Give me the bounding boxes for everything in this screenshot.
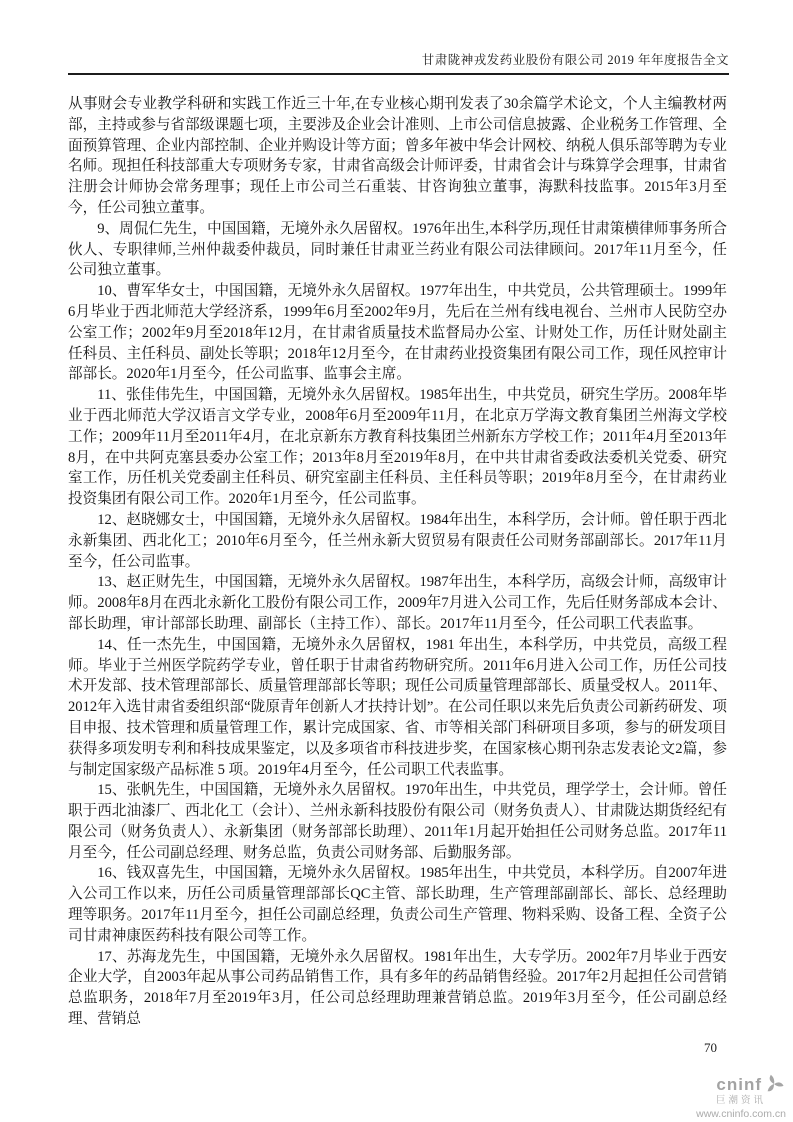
biography-paragraph: 12、赵晓娜女士，中国国籍，无境外永久居留权。1984年出生，本科学历，会计师。曾任职于西北永新集团、西北化工；2010年6月至今，任兰州永新大贸贸易有限责任公司财务部副部长。2017年11月至今，任公司监事。	[68, 511, 727, 570]
biography-paragraph: 17、苏海龙先生，中国国籍，无境外永久居留权。1981年出生，大专学历。2002年7月毕业于西安企业大学，自2003年起从事公司药品销售工作，具有多年的药品销售经验。2017年2月起担任公司营销总监职务，2018年7月至2019年3月，任公司总经理助理兼营销总监。2019年3月至今，任公司副总经理、营销总	[68, 948, 727, 1028]
biography-paragraph: 13、赵正财先生，中国国籍，无境外永久居留权。1987年出生，本科学历，高级会计师，高级审计师。2008年8月在西北永新化工股份有限公司工作，2009年7月进入公司工作，先后任财务部成本会计、部长助理，审计部部长助理、副部长（主持工作）、部长。2017年11月至今，任公司职工代表监事。	[68, 574, 727, 632]
biography-paragraph: 从事财会专业教学科研和实践工作近三十年,在专业核心期刊发表了30余篇学术论文，个人主编教材两部，主持或参与省部级课题七项，主要涉及企业会计准则、上市公司信息披露、企业税务工作管理、全面预算管理、企业内部控制、企业并购设计等方面；曾多年被中华会计网校、纳税人俱乐部等聘为专业名师。现担任科技部重大专项财务专家，甘肃省高级会计师评委，甘肃省会计与珠算学会理事，甘肃省注册会计师协会常务理事；现任上市公司兰石重装、甘咨询独立董事，海默科技监事。2015年3月至今，任公司独立董事。	[68, 96, 727, 216]
biography-text-block	[68, 94, 727, 1030]
cninfo-brand-text: cninf	[716, 1074, 762, 1094]
cninfo-url: www.cninfo.com.cn	[696, 1107, 786, 1120]
biography-paragraph: 14、任一杰先生，中国国籍，无境外永久居留权，1981 年出生，本科学历，中共党员，高级工程师。毕业于兰州医学院药学专业，曾任职于甘肃省药物研究所。2011年6月进入公司工作，历任公司技术开发部、技术管理部部长、质量管理部部长等职；现任公司质量管理部部长、质量受权人。2011年、2012年入选甘肃省委组织部“陇原青年创新人才扶持计划”。在公司任职以来先后负责公司新药研发、项目申报、技术管理和质量管理工作，累计完成国家、省、市等相关部门科研项目多项，参与的研发项目获得多项发明专利和科技成果鉴定，以及多项省市科技进步奖，在国家核心期刊杂志发表论文2篇，参与制定国家级产品标准 5 项。2019年4月至今，任公司职工代表监事。	[68, 636, 727, 778]
page-header	[68, 50, 729, 75]
cninfo-swirl-icon	[764, 1074, 784, 1094]
header-divider	[68, 73, 729, 75]
biography-paragraph: 16、钱双喜先生，中国国籍，无境外永久居留权。1985年出生，中共党员，本科学历。自2007年进入公司工作以来，历任公司质量管理部部长QC主管、部长助理，生产管理部副部长、部长、总经理助理等职务。2017年11月至今，担任公司副总经理，负责公司生产管理、物料采购、设备工程、全资子公司甘肃神康医药科技有限公司等工作。	[68, 865, 727, 944]
biography-paragraph: 9、周侃仁先生，中国国籍，无境外永久居留权。1976年出生,本科学历,现任甘肃策横律师事务所合伙人、专职律师,兰州仲裁委仲裁员，同时兼任甘肃亚兰药业有限公司法律顾问。2017年11月至今，任公司独立董事。	[68, 220, 727, 279]
cninfo-logo	[696, 1074, 788, 1119]
report-title: 甘肃陇神戎发药业股份有限公司 2019 年年度报告全文	[421, 53, 729, 67]
biography-paragraph: 11、张佳伟先生，中国国籍，无境外永久居留权。1985年出生，中共党员，研究生学历。2008年毕业于西北师范大学汉语言文学专业，2008年6月至2009年11月，在北京万学海文教育集团兰州海文学校工作；2009年11月至2011年4月，在北京新东方教育科技集团兰州新东方学校工作；2011年4月至2013年8月，在中共阿克塞县委办公室工作；2013年8月至2019年8月，在中共甘肃省委政法委机关党委、研究室工作，历任机关党委副主任科员、研究室副主任科员、主任科员等职；2019年8月至今，在甘肃药业投资集团有限公司工作。2020年1月至今，任公司监事。	[68, 387, 727, 508]
cninfo-subtitle: 巨潮资讯	[715, 1095, 766, 1106]
biography-paragraph: 15、张帆先生，中国国籍，无境外永久居留权。1970年出生，中共党员，理学学士，会计师。曾任职于西北油漆厂、西北化工（会计）、兰州永新科技股份有限公司（财务负责人）、甘肃陇达期货经纪有限公司（财务负责人）、永新集团（财务部部长助理）、2011年1月起开始担任公司财务总监。2017年11月至今，任公司副总经理、财务总监，负责公司财务部、后勤服务部。	[68, 782, 727, 861]
biography-paragraph: 10、曹军华女士，中国国籍，无境外永久居留权。1977年出生，中共党员，公共管理硕士。1999年6月毕业于西北师范大学经济系，1999年6月至2002年9月，先后在兰州有线电视台、兰州市人民防空办公室工作；2002年9月至2018年12月，在甘肃省质量技术监督局办公室、计财处工作，历任计财处副主任科员、主任科员、副处长等职；2018年12月至今，在甘肃药业投资集团有限公司工作，现任风控审计部部长。2020年1月至今，任公司监事、监事会主席。	[68, 283, 727, 383]
cninfo-brand-row	[696, 1074, 788, 1094]
page-number: 70	[704, 1040, 717, 1055]
